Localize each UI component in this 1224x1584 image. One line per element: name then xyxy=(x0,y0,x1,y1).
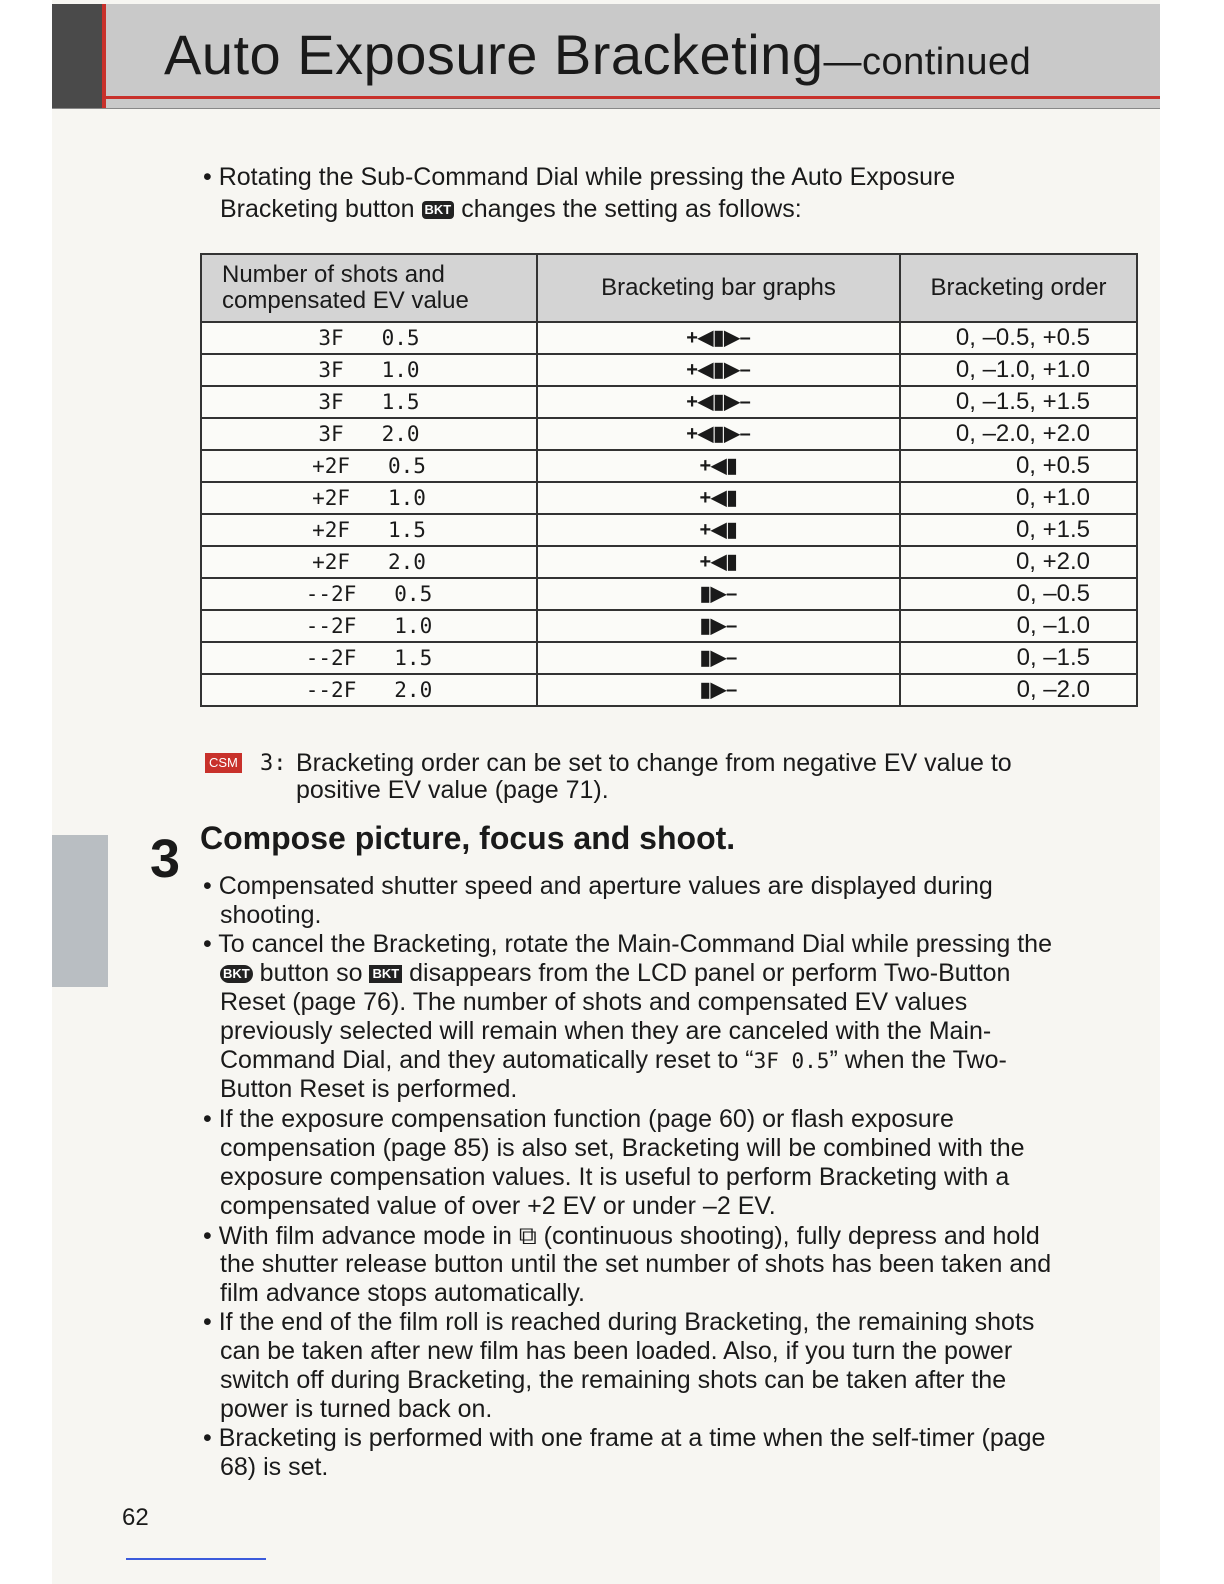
bullet-1-line-1: • Compensated shutter speed and aperture values are displayed during xyxy=(203,872,993,900)
cell-bar-graph: +◀▮▶– xyxy=(537,322,900,354)
header-order: Bracketing order xyxy=(900,254,1137,322)
table-row xyxy=(201,546,1137,578)
bullet-2-line-1: • To cancel the Bracketing, rotate the Main-Command Dial while pressing the xyxy=(203,930,1052,958)
bullet-2-line-6: Button Reset is performed. xyxy=(220,1075,518,1103)
cell-bar-graph: ▮▶– xyxy=(537,610,900,642)
side-section-tab xyxy=(52,835,108,987)
cell-shots-ev: 3F 1.0 xyxy=(201,354,537,386)
table-row xyxy=(201,578,1137,610)
cell-order: 0, +2.0 xyxy=(900,546,1137,578)
step-title: Compose picture, focus and shoot. xyxy=(200,820,736,856)
bullet-5-line-2: can be taken after new film has been loaded. Also, if you turn the power xyxy=(220,1337,1013,1365)
lcd-code: 3F 0.5 xyxy=(753,1049,830,1073)
header-red-line xyxy=(102,96,1160,99)
cell-order: 0, –1.5, +1.5 xyxy=(900,386,1137,418)
header-bar-graphs: Bracketing bar graphs xyxy=(537,254,900,322)
cell-order: 0, –0.5, +0.5 xyxy=(900,322,1137,354)
cell-shots-ev: --2F 1.5 xyxy=(201,642,537,674)
table-header-row xyxy=(201,254,1137,322)
title-continued: —continued xyxy=(823,41,1032,83)
table-row xyxy=(201,482,1137,514)
bullet-2-line-3: Reset (page 76). The number of shots and compensated EV values xyxy=(220,988,968,1016)
cell-shots-ev: --2F 2.0 xyxy=(201,674,537,706)
bullet-4-line-1: • With film advance mode in ⧉ (continuous shooting), fully depress and hold xyxy=(203,1221,1040,1250)
bullet-4-line-3: film advance stops automatically. xyxy=(220,1279,585,1307)
bullet-3-line-3: exposure compensation values. It is useful to perform Bracketing with a xyxy=(220,1163,1010,1191)
header-shots-ev: Number of shots and compensated EV value xyxy=(201,254,537,322)
cell-order: 0, +1.5 xyxy=(900,514,1137,546)
table-row xyxy=(201,322,1137,354)
cell-bar-graph: +◀▮ xyxy=(537,514,900,546)
cell-order: 0, +1.0 xyxy=(900,482,1137,514)
bullet-2-line-2: BKT button so BKT disappears from the LCD panel or perform Two-Button xyxy=(220,959,1010,988)
bullet-6-line-1: • Bracketing is performed with one frame at a time when the self-timer (page xyxy=(203,1424,1046,1452)
csm-line-2: positive EV value (page 71). xyxy=(296,776,609,804)
cell-order: 0, +0.5 xyxy=(900,450,1137,482)
bottom-blue-line xyxy=(126,1558,266,1560)
table-row xyxy=(201,610,1137,642)
cell-shots-ev: --2F 1.0 xyxy=(201,610,537,642)
cell-bar-graph: ▮▶– xyxy=(537,578,900,610)
table-row xyxy=(201,418,1137,450)
cell-shots-ev: +2F 0.5 xyxy=(201,450,537,482)
intro-line-2: Bracketing button BKT changes the setting as follows: xyxy=(220,195,802,223)
intro-line-1: • Rotating the Sub-Command Dial while pressing the Auto Exposure xyxy=(203,163,956,191)
cell-bar-graph: +◀▮ xyxy=(537,450,900,482)
cell-order: 0, –1.5 xyxy=(900,642,1137,674)
bullet-3-line-1: • If the exposure compensation function (page 60) or flash exposure xyxy=(203,1105,954,1133)
cell-order: 0, –2.0 xyxy=(900,674,1137,706)
cell-order: 0, –0.5 xyxy=(900,578,1137,610)
cell-bar-graph: ▮▶– xyxy=(537,642,900,674)
cell-shots-ev: --2F 0.5 xyxy=(201,578,537,610)
cell-order: 0, –1.0 xyxy=(900,610,1137,642)
cell-shots-ev: 3F 1.5 xyxy=(201,386,537,418)
bullet-2-line-5: Command Dial, and they automatically reset to “3F 0.5” when the Two- xyxy=(220,1046,1007,1074)
bullet-1-line-2: shooting. xyxy=(220,901,322,929)
header-red-vertical xyxy=(102,4,106,108)
cell-shots-ev: +2F 1.5 xyxy=(201,514,537,546)
csm-number: 3: xyxy=(260,751,287,776)
bullet-5-line-1: • If the end of the film roll is reached during Bracketing, the remaining shots xyxy=(203,1308,1035,1336)
cell-shots-ev: 3F 2.0 xyxy=(201,418,537,450)
bracketing-table xyxy=(200,253,1138,707)
cell-bar-graph: +◀▮ xyxy=(537,546,900,578)
bullet-3-line-2: compensation (page 85) is also set, Bracketing will be combined with the xyxy=(220,1134,1025,1162)
header-divider xyxy=(52,108,1160,109)
bullet-4-line-2: the shutter release button until the set number of shots has been taken and xyxy=(220,1250,1052,1278)
cell-bar-graph: +◀▮ xyxy=(537,482,900,514)
csm-line-1: Bracketing order can be set to change from negative EV value to xyxy=(296,749,1012,777)
table-row xyxy=(201,386,1137,418)
table-row xyxy=(201,450,1137,482)
cell-shots-ev: +2F 2.0 xyxy=(201,546,537,578)
continuous-shooting-icon: ⧉ xyxy=(518,1221,537,1250)
csm-badge: CSM xyxy=(205,753,242,773)
bullet-6-line-2: 68) is set. xyxy=(220,1453,329,1481)
cell-order: 0, –1.0, +1.0 xyxy=(900,354,1137,386)
bullet-2-line-4: previously selected will remain when they are canceled with the Main- xyxy=(220,1017,992,1045)
page-title: Auto Exposure Bracketing—continued xyxy=(164,23,1032,86)
bkt-button-icon: BKT xyxy=(220,965,253,983)
table-row xyxy=(201,354,1137,386)
cell-bar-graph: ▮▶– xyxy=(537,674,900,706)
table-row xyxy=(201,514,1137,546)
step-number: 3 xyxy=(150,829,181,889)
cell-shots-ev: +2F 1.0 xyxy=(201,482,537,514)
bullet-5-line-3: switch off during Bracketing, the remaining shots can be taken after the xyxy=(220,1366,1007,1394)
cell-bar-graph: +◀▮▶– xyxy=(537,354,900,386)
table-row xyxy=(201,642,1137,674)
bkt-lcd-icon: BKT xyxy=(369,965,402,983)
cell-shots-ev: 3F 0.5 xyxy=(201,322,537,354)
bkt-button-icon: BKT xyxy=(422,201,455,219)
table-row xyxy=(201,674,1137,706)
bullet-3-line-4: compensated value of over +2 EV or under –2 EV. xyxy=(220,1192,776,1220)
cell-bar-graph: +◀▮▶– xyxy=(537,386,900,418)
cell-order: 0, –2.0, +2.0 xyxy=(900,418,1137,450)
page-number: 62 xyxy=(122,1504,149,1531)
cell-bar-graph: +◀▮▶– xyxy=(537,418,900,450)
bullet-5-line-4: power is turned back on. xyxy=(220,1395,493,1423)
header-dark-block xyxy=(52,4,102,108)
